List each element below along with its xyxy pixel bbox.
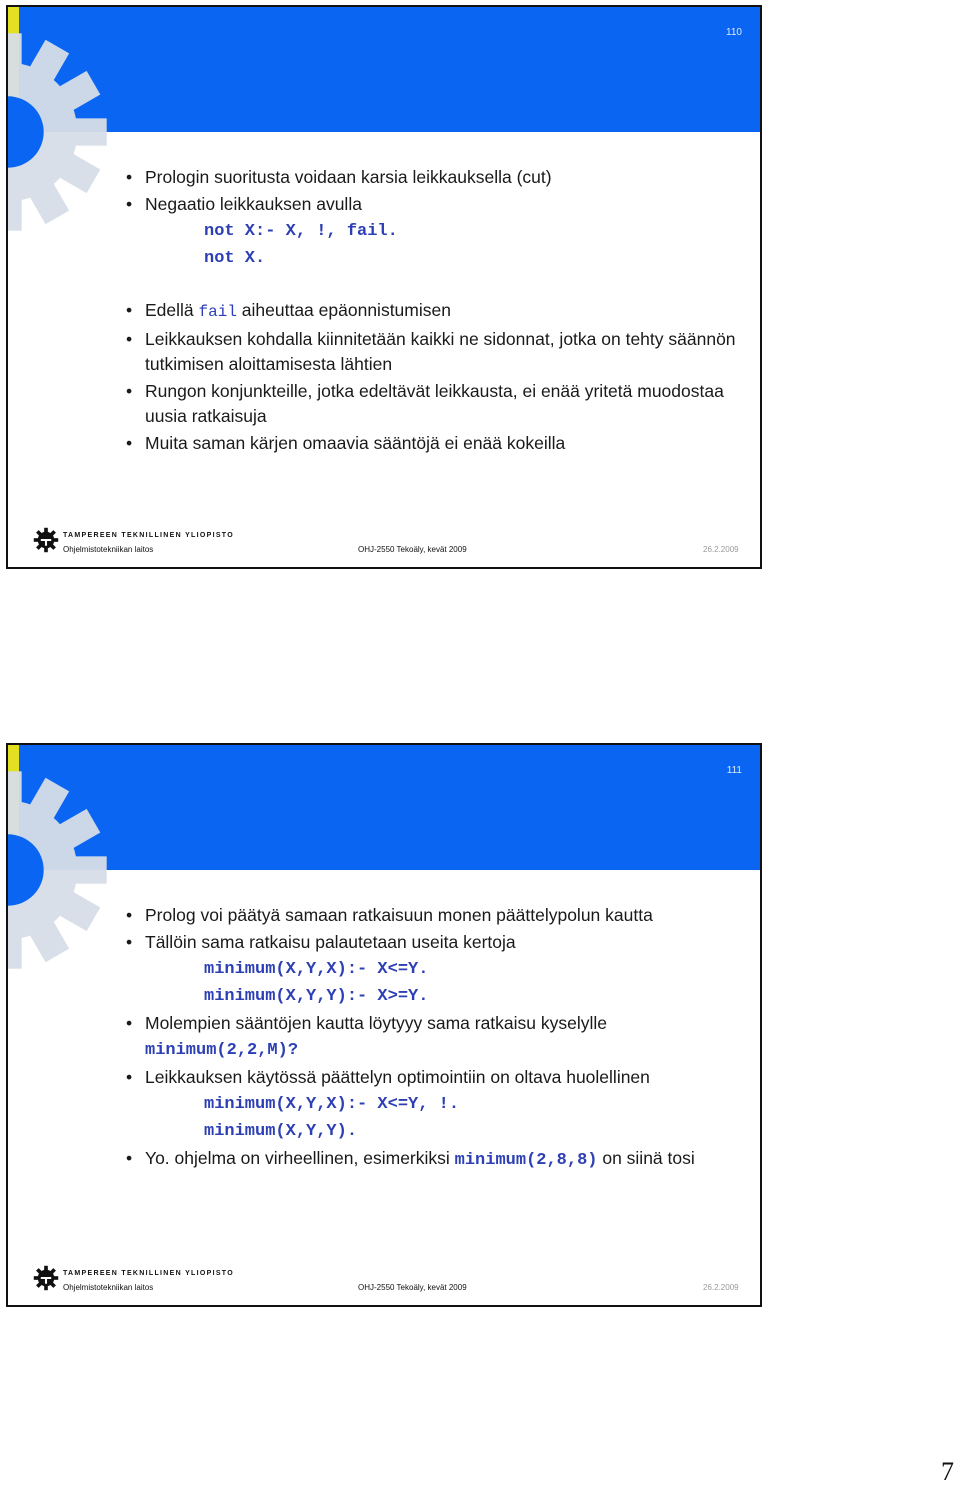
bullet-item: • Tällöin sama ratkaisu palautetaan useita kertoja (126, 930, 746, 955)
slide-header (8, 7, 760, 132)
tut-logo-icon (33, 1265, 59, 1291)
bullet-text: aiheuttaa epäonnistumisen (236, 300, 451, 320)
code-line: not X:- X, !, fail. (204, 222, 398, 241)
code-line: minimum(X,Y,Y):- X>=Y. (204, 987, 429, 1006)
bullet-item: • Prolog voi päätyä samaan ratkaisuun monen päättelypolun kautta (126, 903, 746, 928)
slide-date: 26.2.2009 (703, 1283, 739, 1292)
slide-content (126, 903, 746, 1175)
university-name: TAMPEREEN TEKNILLINEN YLIOPISTO (63, 1270, 234, 1277)
inline-code: fail (198, 303, 237, 321)
course-name: OHJ-2550 Tekoäly, kevät 2009 (358, 1283, 467, 1292)
code-line: not X. (204, 249, 266, 268)
slide-header (8, 745, 760, 870)
slide-footer (8, 523, 760, 567)
inline-code: minimum(2,2,M)? (145, 1041, 299, 1060)
bullet-item (126, 298, 746, 325)
university-name: TAMPEREEN TEKNILLINEN YLIOPISTO (63, 532, 234, 539)
gear-watermark-icon (6, 765, 113, 975)
inline-code: minimum(2,8,8) (454, 1151, 598, 1170)
bullet-item (126, 1011, 746, 1063)
bullet-text: Yo. ohjelma on virheellinen, esimerkiksi (145, 1148, 455, 1168)
spacer (126, 273, 746, 298)
bullet-text: on siinä tosi (597, 1148, 695, 1168)
bullet-item: • Rungon konjunkteille, jotka edeltävät leikkausta, ei enää yritetä muodostaa uusia ratkaisuja (126, 379, 746, 429)
gear-watermark-icon (6, 27, 113, 237)
course-name: OHJ-2550 Tekoäly, kevät 2009 (358, 545, 467, 554)
slide-date: 26.2.2009 (703, 545, 739, 554)
bullet-item (126, 1146, 746, 1173)
page-number: 7 (941, 1457, 954, 1486)
bullet-item: • Negaatio leikkauksen avulla (126, 192, 746, 217)
bullet-item: • Leikkauksen käytössä päättelyn optimointiin on oltava huolellinen (126, 1065, 746, 1090)
bullet-item: • Muita saman kärjen omaavia sääntöjä ei enää kokeilla (126, 431, 746, 456)
slide-number: 110 (726, 27, 742, 38)
department-name: Ohjelmistotekniikan laitos (63, 545, 154, 554)
bullet-text: Molempien sääntöjen kautta löytyyy sama ratkaisu kyselylle (145, 1013, 608, 1033)
slide-111 (6, 743, 762, 1307)
code-line: minimum(X,Y,X):- X<=Y. (204, 960, 429, 979)
bullet-item: • Prologin suoritusta voidaan karsia leikkauksella (cut) (126, 165, 746, 190)
slide-110 (6, 5, 762, 569)
code-line: minimum(X,Y,X):- X<=Y, !. (204, 1095, 460, 1114)
slide-content (126, 165, 746, 458)
bullet-text: Edellä (145, 300, 199, 320)
bullet-item: • Leikkauksen kohdalla kiinnitetään kaikki ne sidonnat, jotka on tehty säännön tutkimisen aloittamisesta lähtien (126, 327, 746, 377)
department-name: Ohjelmistotekniikan laitos (63, 1283, 154, 1292)
code-line: minimum(X,Y,Y). (204, 1122, 358, 1141)
slide-footer (8, 1261, 760, 1305)
tut-logo-icon (33, 527, 59, 553)
slide-number: 111 (726, 765, 742, 776)
